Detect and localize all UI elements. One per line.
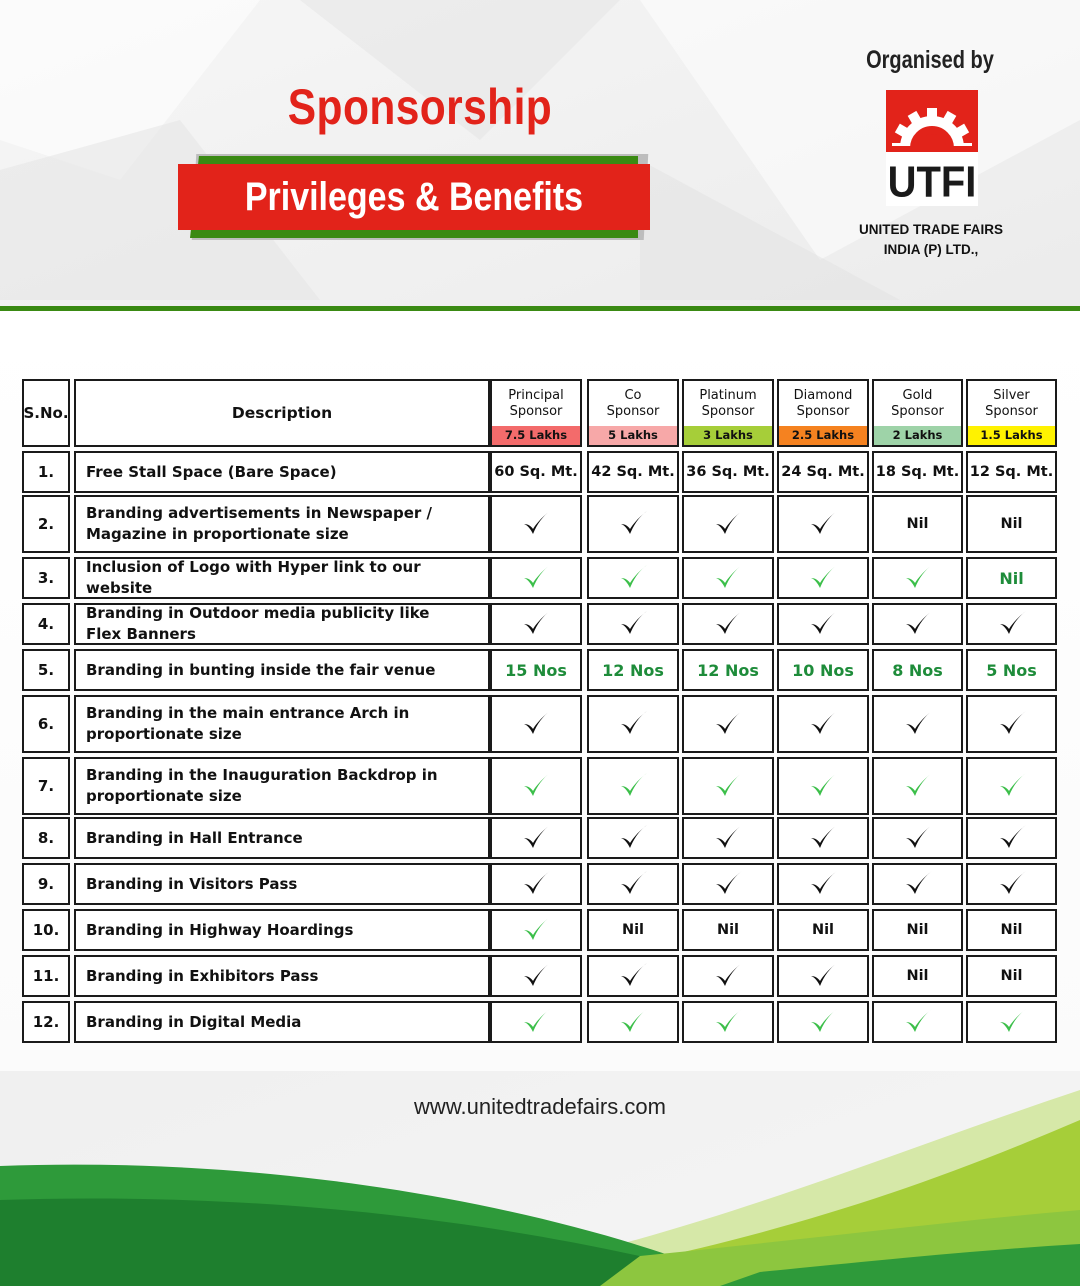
- check-icon: [521, 961, 551, 991]
- benefit-cell: [682, 863, 774, 905]
- check-icon: [618, 961, 648, 991]
- row-description-text: [86, 603, 429, 645]
- benefit-cell: [587, 557, 679, 599]
- check-icon: [618, 1007, 648, 1037]
- row-description: [74, 817, 490, 859]
- row-number-label: 5.: [37, 661, 55, 679]
- benefit-cell: [587, 1001, 679, 1043]
- benefit-cell: [587, 603, 679, 645]
- check-icon: [713, 609, 743, 639]
- check-icon: [808, 1007, 838, 1037]
- check-icon: [808, 961, 838, 991]
- row-number: [22, 863, 70, 905]
- row-number-label: 4.: [37, 615, 55, 633]
- benefit-cell: [872, 757, 963, 815]
- benefit-cell: [587, 451, 679, 493]
- benefit-cell: [682, 695, 774, 753]
- row-description-line-wrap: [86, 724, 409, 745]
- row-description-line: proportionate size: [86, 725, 242, 743]
- company-line-1: UNITED TRADE FAIRS: [858, 222, 1003, 237]
- row-description-line-wrap: [86, 703, 409, 724]
- benefit-value: Nil: [621, 922, 645, 938]
- benefit-cell: [872, 495, 963, 553]
- benefit-value: 12 Nos: [697, 660, 759, 680]
- check-icon: [808, 771, 838, 801]
- check-icon: [521, 823, 551, 853]
- tier-price-badge: [492, 426, 580, 445]
- benefit-cell: [490, 817, 582, 859]
- row-description-line: proportionate size: [86, 787, 242, 805]
- tier-price-label: 2 Lakhs: [892, 428, 943, 442]
- benefit-cell: [490, 955, 582, 997]
- row-description: [74, 863, 490, 905]
- benefit-cell: [966, 649, 1057, 691]
- row-description-line-wrap: [86, 765, 438, 786]
- row-number: [22, 495, 70, 553]
- tier-name-line-1: Platinum: [699, 387, 757, 403]
- tier-name-line-1: Principal: [508, 387, 564, 403]
- benefit-cell: [777, 955, 869, 997]
- check-icon: [713, 961, 743, 991]
- company-line-2: INDIA (P) LTD.,: [883, 242, 979, 257]
- tier-header-4: [777, 379, 869, 447]
- benefit-value: 8 Nos: [892, 660, 943, 680]
- check-icon: [808, 563, 838, 593]
- benefit-cell: [682, 603, 774, 645]
- benefit-cell: [872, 649, 963, 691]
- row-description: [74, 649, 490, 691]
- check-icon: [903, 771, 933, 801]
- benefit-cell: [777, 451, 869, 493]
- benefit-cell: [490, 495, 582, 553]
- row-number-label: 3.: [37, 569, 55, 587]
- tier-price-badge: [589, 426, 677, 445]
- benefit-cell: [777, 649, 869, 691]
- row-description-line-wrap: [86, 828, 303, 849]
- tier-name-text: [794, 388, 853, 420]
- banner-red-strip: [178, 164, 650, 230]
- row-number: [22, 817, 70, 859]
- tier-name-line-1-wrap: [985, 388, 1038, 404]
- row-description-line-wrap: [86, 462, 337, 483]
- tier-name-line-1: Co: [624, 387, 642, 403]
- row-number: [22, 695, 70, 753]
- check-icon: [997, 609, 1027, 639]
- check-icon: [713, 869, 743, 899]
- benefit-value: Nil: [906, 516, 929, 532]
- tier-name: [684, 381, 772, 426]
- row-description-line: Branding advertisements in Newspaper /: [86, 504, 432, 522]
- tier-name-line-1: Silver: [993, 387, 1030, 403]
- description-header-label: Description: [231, 404, 333, 422]
- check-icon: [521, 771, 551, 801]
- check-icon: [618, 563, 648, 593]
- row-description-line-wrap: [86, 624, 429, 645]
- check-icon: [713, 509, 743, 539]
- check-icon: [521, 563, 551, 593]
- benefit-cell: [682, 1001, 774, 1043]
- benefit-value: Nil: [906, 968, 929, 984]
- row-description: [74, 757, 490, 815]
- page-title: Sponsorship: [287, 79, 553, 135]
- row-description-line: Branding in the Inauguration Backdrop in: [86, 766, 438, 784]
- row-number-label: 7.: [37, 777, 55, 795]
- check-icon: [618, 823, 648, 853]
- tier-name-line-1-wrap: [891, 388, 944, 404]
- row-description-line-wrap: [86, 1012, 301, 1033]
- tier-name-line-2-wrap: [985, 404, 1038, 420]
- benefit-cell: [872, 863, 963, 905]
- row-number-label: 2.: [37, 515, 55, 533]
- logo-text: UTFI: [887, 156, 977, 206]
- benefit-cell: [587, 955, 679, 997]
- benefit-cell: [490, 909, 582, 951]
- check-icon: [903, 563, 933, 593]
- benefit-cell: [966, 909, 1057, 951]
- check-icon: [521, 709, 551, 739]
- company-name: [826, 220, 1036, 260]
- benefit-cell: [872, 451, 963, 493]
- benefit-cell: [490, 695, 582, 753]
- benefit-cell: [872, 909, 963, 951]
- tier-name-line-2-wrap: [794, 404, 853, 420]
- row-description-text: [86, 828, 303, 849]
- row-description-line: Branding in Highway Hoardings: [86, 920, 354, 939]
- benefit-value: 10 Nos: [792, 660, 854, 680]
- sno-header: [22, 379, 70, 447]
- check-icon: [808, 823, 838, 853]
- row-number-label: 1.: [37, 463, 55, 481]
- tier-header-6: [966, 379, 1057, 447]
- tier-name-line-1-wrap: [508, 388, 563, 404]
- row-number: [22, 603, 70, 645]
- check-icon: [618, 709, 648, 739]
- benefit-value: Nil: [1000, 922, 1023, 938]
- benefit-cell: [777, 863, 869, 905]
- tier-name-line-1-wrap: [794, 388, 853, 404]
- benefit-value: 18 Sq. Mt.: [875, 464, 960, 480]
- benefit-cell: [777, 1001, 869, 1043]
- row-description: [74, 955, 490, 997]
- tier-name-text: [607, 388, 660, 420]
- row-description-line: Inclusion of Logo with Hyper link to our website: [86, 558, 421, 597]
- row-description-line: Branding in Outdoor media publicity like: [86, 604, 430, 622]
- check-icon: [618, 771, 648, 801]
- row-description: [74, 1001, 490, 1043]
- row-description: [74, 451, 490, 493]
- tier-price-badge: [779, 426, 867, 445]
- tier-header-1: [490, 379, 582, 447]
- check-icon: [618, 869, 648, 899]
- benefit-cell: [490, 557, 582, 599]
- row-description-line: Branding in Visitors Pass: [86, 874, 298, 893]
- benefit-cell: [966, 863, 1057, 905]
- tier-name-line-1: Gold: [902, 387, 933, 403]
- row-number-label: 6.: [37, 715, 55, 733]
- row-number: [22, 557, 70, 599]
- organised-by-label: Organised by: [866, 46, 994, 74]
- page-subtitle: Privileges & Benefits: [244, 174, 584, 219]
- benefit-cell: [490, 863, 582, 905]
- tier-name-line-1: Diamond: [793, 387, 853, 403]
- row-description: [74, 557, 490, 599]
- tier-price-label: 7.5 Lakhs: [504, 428, 568, 442]
- row-number-label: 8.: [37, 829, 55, 847]
- benefit-cell: [490, 451, 582, 493]
- benefit-cell: [966, 1001, 1057, 1043]
- benefit-cell: [587, 495, 679, 553]
- tier-name-text: [985, 388, 1038, 420]
- benefit-cell: [872, 695, 963, 753]
- row-number: [22, 451, 70, 493]
- benefit-value: 12 Nos: [602, 660, 664, 680]
- tier-name-line-2-wrap: [891, 404, 944, 420]
- check-icon: [997, 823, 1027, 853]
- tier-name: [968, 381, 1055, 426]
- row-description-line: Branding in the main entrance Arch in: [86, 704, 410, 722]
- description-header: [74, 379, 490, 447]
- check-icon: [521, 869, 551, 899]
- check-icon: [997, 1007, 1027, 1037]
- tier-name-line-2: Sponsor: [985, 403, 1038, 419]
- check-icon: [903, 823, 933, 853]
- check-icon: [808, 869, 838, 899]
- check-icon: [808, 609, 838, 639]
- benefit-cell: [490, 603, 582, 645]
- tier-price-label: 3 Lakhs: [703, 428, 753, 442]
- benefit-cell: [587, 649, 679, 691]
- tier-name-line-1-wrap: [607, 388, 660, 404]
- check-icon: [808, 709, 838, 739]
- benefit-cell: [966, 495, 1057, 553]
- benefit-value: 42 Sq. Mt.: [591, 464, 675, 480]
- benefit-cell: [777, 557, 869, 599]
- check-icon: [618, 509, 648, 539]
- subtitle-banner: [178, 152, 644, 242]
- tier-price-badge: [968, 426, 1055, 445]
- benefit-cell: [682, 817, 774, 859]
- row-description-line-wrap: [86, 966, 318, 987]
- benefit-cell: [872, 817, 963, 859]
- utfi-logo: [886, 90, 978, 206]
- tier-name-line-2: Sponsor: [606, 403, 660, 419]
- sno-header-label: S.No.: [23, 404, 69, 422]
- row-description-line: Branding in Exhibitors Pass: [86, 966, 319, 985]
- row-number: [22, 1001, 70, 1043]
- row-number-label: 10.: [32, 921, 60, 939]
- benefit-cell: [777, 495, 869, 553]
- benefit-cell: [587, 909, 679, 951]
- benefit-value: Nil: [1000, 968, 1023, 984]
- row-number-label: 11.: [32, 967, 60, 985]
- benefit-cell: [966, 955, 1057, 997]
- row-description-line-wrap: [86, 503, 432, 524]
- benefit-cell: [966, 603, 1057, 645]
- row-number-label: 12.: [32, 1013, 60, 1031]
- check-icon: [903, 869, 933, 899]
- benefit-cell: [777, 817, 869, 859]
- tier-price-label: 1.5 Lakhs: [980, 428, 1043, 442]
- row-description-text: [86, 1012, 301, 1033]
- benefit-cell: [682, 649, 774, 691]
- tier-name: [779, 381, 867, 426]
- row-description-line: Free Stall Space (Bare Space): [86, 462, 337, 481]
- website-url: www.unitedtradefairs.com: [414, 1094, 666, 1119]
- benefit-value: Nil: [716, 922, 740, 938]
- benefit-value: Nil: [999, 568, 1024, 588]
- tier-name-line-2: Sponsor: [891, 403, 944, 419]
- row-description-line: Branding in Digital Media: [86, 1012, 302, 1031]
- benefit-cell: [777, 757, 869, 815]
- benefit-cell: [587, 863, 679, 905]
- check-icon: [713, 563, 743, 593]
- benefit-cell: [682, 451, 774, 493]
- row-description-text: [86, 920, 353, 941]
- row-description-text: [86, 765, 438, 807]
- tier-name-line-2: Sponsor: [509, 403, 563, 419]
- check-icon: [521, 609, 551, 639]
- check-icon: [997, 869, 1027, 899]
- tier-name-line-2-wrap: [699, 404, 756, 420]
- tier-price-badge: [874, 426, 961, 445]
- row-description-line-wrap: [86, 786, 438, 807]
- benefit-cell: [872, 603, 963, 645]
- benefit-cell: [682, 495, 774, 553]
- benefit-cell: [490, 757, 582, 815]
- benefit-cell: [872, 1001, 963, 1043]
- tier-name: [589, 381, 677, 426]
- check-icon: [713, 823, 743, 853]
- benefit-cell: [490, 1001, 582, 1043]
- benefit-cell: [966, 757, 1057, 815]
- check-icon: [713, 771, 743, 801]
- benefits-table: [22, 379, 1058, 1043]
- benefit-cell: [777, 603, 869, 645]
- row-description-line-wrap: [86, 660, 435, 681]
- benefit-value: 12 Sq. Mt.: [969, 464, 1054, 480]
- benefit-cell: [682, 557, 774, 599]
- benefit-cell: [966, 451, 1057, 493]
- benefit-value: Nil: [906, 922, 929, 938]
- benefit-cell: [490, 649, 582, 691]
- benefit-value: 5 Nos: [986, 660, 1037, 680]
- row-description: [74, 495, 490, 553]
- row-description-line-wrap: [86, 524, 432, 545]
- tier-name: [874, 381, 961, 426]
- benefit-cell: [682, 909, 774, 951]
- row-description: [74, 603, 490, 645]
- row-description: [74, 695, 490, 753]
- benefit-cell: [587, 757, 679, 815]
- tier-header-5: [872, 379, 963, 447]
- row-description-line: Branding in bunting inside the fair venue: [86, 660, 436, 679]
- benefit-cell: [777, 695, 869, 753]
- tier-name-text: [699, 388, 756, 420]
- row-description: [74, 909, 490, 951]
- benefit-value: 60 Sq. Mt.: [494, 464, 578, 480]
- check-icon: [903, 1007, 933, 1037]
- benefit-value: Nil: [811, 922, 835, 938]
- tier-price-label: 5 Lakhs: [608, 428, 658, 442]
- tier-name-text: [508, 388, 563, 420]
- benefit-cell: [966, 817, 1057, 859]
- tier-price-label: 2.5 Lakhs: [791, 428, 855, 442]
- row-number: [22, 909, 70, 951]
- row-description-line-wrap: [86, 557, 488, 599]
- check-icon: [521, 1007, 551, 1037]
- row-description-line-wrap: [86, 920, 353, 941]
- tier-price-badge: [684, 426, 772, 445]
- tier-name-line-1-wrap: [699, 388, 756, 404]
- tier-header-3: [682, 379, 774, 447]
- benefit-cell: [872, 955, 963, 997]
- check-icon: [713, 709, 743, 739]
- benefit-value: 15 Nos: [505, 660, 567, 680]
- row-number: [22, 757, 70, 815]
- row-description-text: [86, 557, 488, 599]
- tier-header-2: [587, 379, 679, 447]
- row-description-line: Magazine in proportionate size: [86, 525, 349, 543]
- row-description-text: [86, 874, 297, 895]
- benefit-cell: [587, 695, 679, 753]
- row-description-text: [86, 660, 435, 681]
- benefit-value: 36 Sq. Mt.: [686, 464, 770, 480]
- benefit-cell: [682, 757, 774, 815]
- tier-name-line-2: Sponsor: [701, 403, 755, 419]
- check-icon: [618, 609, 648, 639]
- check-icon: [521, 915, 551, 945]
- row-description-text: [86, 703, 409, 745]
- row-number-label: 9.: [37, 875, 55, 893]
- check-icon: [997, 709, 1027, 739]
- check-icon: [808, 509, 838, 539]
- row-description-line-wrap: [86, 603, 429, 624]
- row-number: [22, 955, 70, 997]
- check-icon: [521, 509, 551, 539]
- tier-name-line-2-wrap: [607, 404, 660, 420]
- benefit-cell: [682, 955, 774, 997]
- benefit-value: Nil: [1000, 516, 1023, 532]
- benefit-cell: [777, 909, 869, 951]
- row-description-line: Flex Banners: [86, 625, 196, 643]
- tier-name: [492, 381, 580, 426]
- check-icon: [903, 609, 933, 639]
- row-description-text: [86, 462, 337, 483]
- check-icon: [997, 771, 1027, 801]
- row-description-line-wrap: [86, 874, 297, 895]
- benefit-cell: [587, 817, 679, 859]
- tier-name-line-2-wrap: [508, 404, 563, 420]
- row-number: [22, 649, 70, 691]
- row-description-text: [86, 503, 432, 545]
- tier-name-line-2: Sponsor: [796, 403, 850, 419]
- row-description-text: [86, 966, 318, 987]
- benefit-cell: [872, 557, 963, 599]
- benefit-cell: [966, 695, 1057, 753]
- benefit-value: 24 Sq. Mt.: [781, 464, 865, 480]
- tier-name-text: [891, 388, 944, 420]
- row-description-line: Branding in Hall Entrance: [86, 828, 303, 847]
- check-icon: [903, 709, 933, 739]
- check-icon: [713, 1007, 743, 1037]
- benefit-cell: [966, 557, 1057, 599]
